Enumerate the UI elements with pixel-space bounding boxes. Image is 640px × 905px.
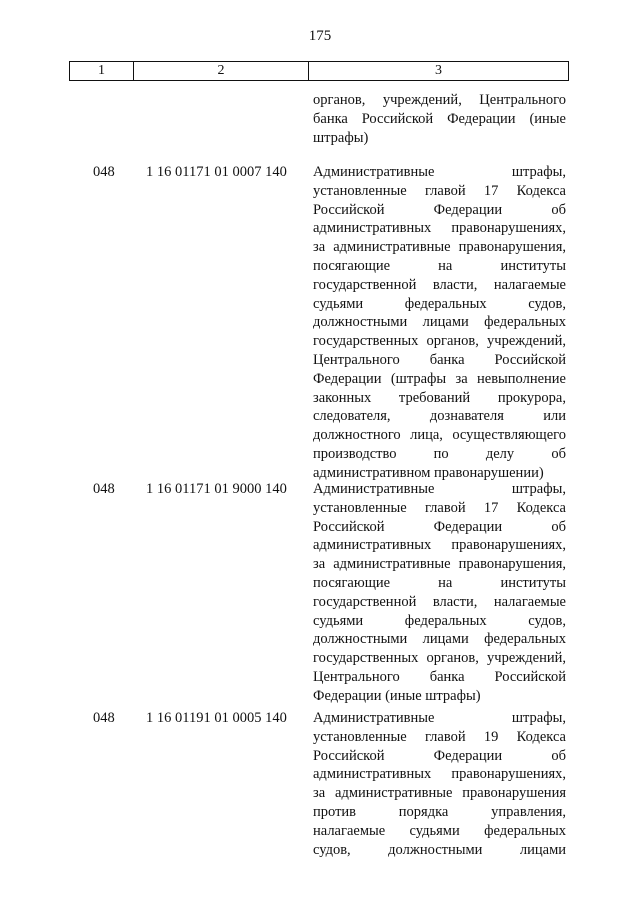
header-col-1: 1 bbox=[70, 62, 134, 80]
desc-line: Федерации (иные штрафы) bbox=[313, 687, 481, 704]
row-description bbox=[313, 480, 566, 706]
desc-line: за административные правонарушения bbox=[313, 785, 566, 802]
desc-line: налагаемые судьями федеральных bbox=[313, 822, 566, 839]
desc-line: государственной власти, налагаемые bbox=[313, 593, 566, 610]
kbk-code: 1 16 01171 01 0007 140 bbox=[146, 164, 287, 180]
desc-line: судьями федеральных судов, bbox=[313, 612, 566, 629]
desc-line: установленные главой 17 Кодекса bbox=[313, 182, 566, 199]
header-col-2: 2 bbox=[134, 62, 309, 80]
desc-line: административных правонарушениях, bbox=[313, 537, 566, 554]
desc-line: посягающие на институты bbox=[313, 574, 566, 591]
admin-code: 048 bbox=[93, 164, 115, 180]
desc-line: следователя, дознавателя или bbox=[313, 408, 566, 425]
kbk-code: 1 16 01171 01 9000 140 bbox=[146, 481, 287, 497]
desc-line: установленные главой 17 Кодекса bbox=[313, 499, 566, 516]
page-number: 175 bbox=[308, 28, 332, 44]
desc-line: Российской Федерации об bbox=[313, 747, 566, 764]
desc-line: государственных органов, учреждений, bbox=[313, 650, 566, 667]
desc-line: административном правонарушении) bbox=[313, 464, 544, 481]
desc-line: Федерации (штрафы за невыполнение bbox=[313, 370, 566, 387]
kbk-code: 1 16 01191 01 0005 140 bbox=[146, 710, 287, 726]
desc-line: органов, учреждений, Центрального bbox=[313, 92, 566, 108]
desc-line: против порядка управления, bbox=[313, 803, 566, 820]
desc-line: производство по делу об bbox=[313, 445, 566, 462]
desc-line: судьями федеральных судов, bbox=[313, 295, 566, 312]
desc-line: государственных органов, учреждений, bbox=[313, 333, 566, 350]
desc-line: за административные правонарушения, bbox=[313, 556, 566, 573]
desc-line: Российской Федерации об bbox=[313, 201, 566, 218]
desc-line: Центрального банка Российской bbox=[313, 668, 566, 685]
desc-line: установленные главой 19 Кодекса bbox=[313, 728, 566, 745]
admin-code: 048 bbox=[93, 710, 115, 726]
desc-line: Центрального банка Российской bbox=[313, 351, 566, 368]
desc-line: законных требований прокурора, bbox=[313, 389, 566, 406]
desc-line: за административные правонарушения, bbox=[313, 239, 566, 256]
admin-code: 048 bbox=[93, 481, 115, 497]
desc-line: должностного лица, осуществляющего bbox=[313, 427, 566, 444]
desc-line: Административные штрафы, bbox=[313, 710, 566, 726]
desc-line: должностными лицами федеральных bbox=[313, 631, 566, 648]
table-header bbox=[69, 61, 569, 81]
desc-line: банка Российской Федерации (иные bbox=[313, 110, 566, 127]
desc-line: административных правонарушениях, bbox=[313, 220, 566, 237]
continuation-description bbox=[313, 91, 566, 147]
desc-line: посягающие на институты bbox=[313, 257, 566, 274]
desc-line: административных правонарушениях, bbox=[313, 766, 566, 783]
desc-line: судов, должностными лицами bbox=[313, 841, 566, 858]
desc-line: Административные штрафы, bbox=[313, 164, 566, 180]
desc-line: государственной власти, налагаемые bbox=[313, 276, 566, 293]
desc-line: должностными лицами федеральных bbox=[313, 314, 566, 331]
row-description bbox=[313, 163, 566, 483]
desc-line: Административные штрафы, bbox=[313, 481, 566, 497]
desc-line: штрафы) bbox=[313, 129, 369, 146]
desc-line: Российской Федерации об bbox=[313, 518, 566, 535]
row-description bbox=[313, 709, 566, 859]
header-col-3: 3 bbox=[435, 63, 442, 78]
